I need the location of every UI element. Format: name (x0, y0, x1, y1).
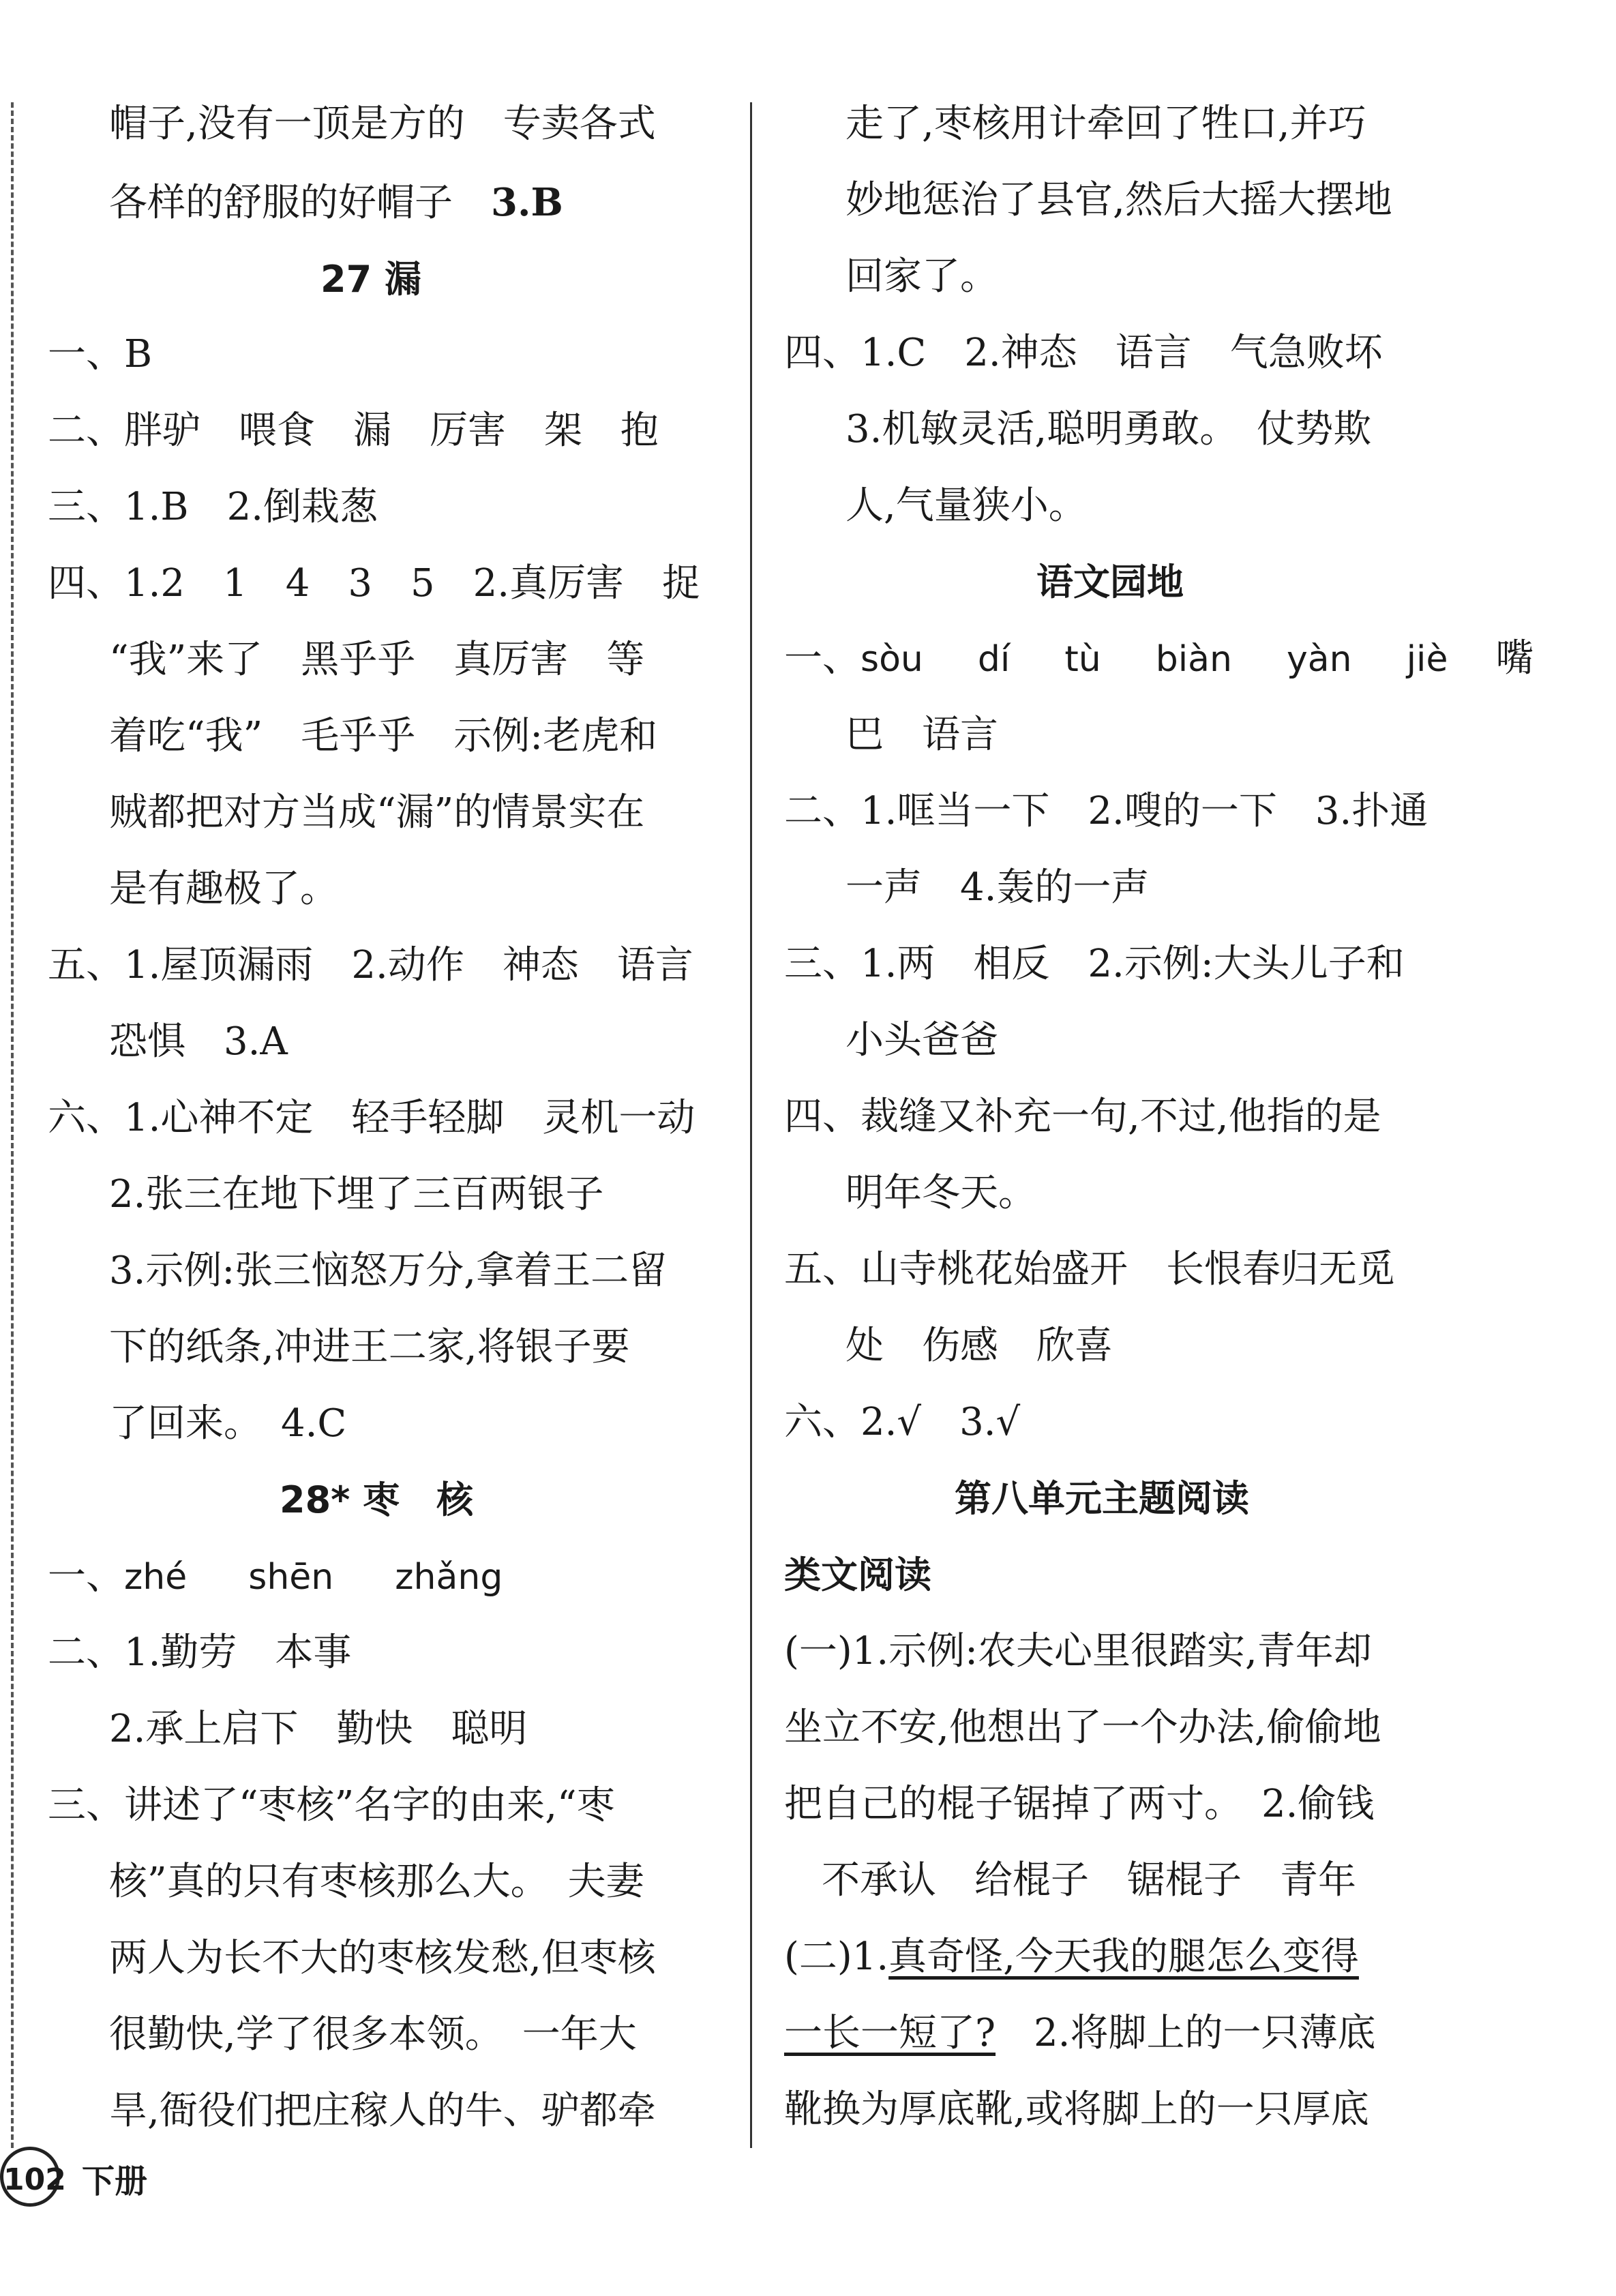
answer-line: 一、B (48, 332, 153, 376)
answer-line: 靴换为厚底靴,或将脚上的一只厚底 (784, 2087, 1369, 2132)
volume-label: 下册 (82, 2162, 148, 2201)
answer-line: 核”真的只有枣核那么大。 夫妻 (109, 1860, 644, 1904)
answer-line: 二、1.勤劳 本事 (48, 1630, 352, 1675)
answer-line: 一声 4.轰的一声 (846, 865, 1150, 910)
answer-line: 三、1.两 相反 2.示例:大头儿子和 (784, 942, 1405, 986)
section-heading-27: 27 漏 (320, 258, 421, 301)
answer-line: 六、1.心神不定 轻手轻脚 灵机一动 (48, 1096, 695, 1140)
answer-line (48, 1555, 503, 1599)
answer-text: 2.将脚上的一只薄底 (996, 2011, 1376, 2055)
answer-line: 帽子,没有一顶是方的 专卖各式 (109, 102, 656, 146)
answer-line: 人,气量狭小。 (846, 483, 1087, 528)
answer-line: 巴 语言 (846, 713, 998, 757)
answer-text: 各样的舒服的好帽子 (109, 181, 491, 225)
answer-line: 四、1.2 1 4 3 5 2.真厉害 捉 (48, 561, 701, 606)
answer-line: 着吃“我” 毛乎乎 示例:老虎和 (109, 714, 658, 758)
pinyin-answer: yàn (1286, 639, 1352, 680)
answer-line: “我”来了 黑乎乎 真厉害 等 (109, 638, 645, 682)
answer-line: 下的纸条,冲进王二家,将银子要 (109, 1325, 630, 1369)
pinyin-answer: biàn (1155, 639, 1232, 680)
answer-line (784, 2012, 1375, 2055)
answer-line: 旱,衙役们把庄稼人的牛、驴都牵 (109, 2089, 656, 2133)
answer-line: 三、讲述了“枣核”名字的由来,“枣 (48, 1783, 615, 1828)
answer-line: 坐立不安,他想出了一个办法,偷偷地 (784, 1705, 1381, 1750)
answer-line: 明年冬天。 (846, 1171, 1036, 1215)
pinyin-answer: shēn (248, 1557, 334, 1598)
answer-line: 3.示例:张三恼怒万分,拿着王二留 (109, 1249, 668, 1293)
pinyin-answer: zhé (124, 1557, 188, 1598)
answer-line: 小头爸爸 (846, 1018, 998, 1062)
answer-line: 了回来。 4.C (109, 1401, 347, 1446)
pinyin-answer: dí (977, 639, 1011, 680)
answer-line: 妙地惩治了县官,然后大摇大摆地 (846, 178, 1392, 222)
column-divider (750, 102, 752, 2148)
answer-line: 回家了。 (846, 254, 998, 299)
underlined-answer: 一长一短了? (784, 2011, 996, 2055)
answer-line: 很勤快,学了很多本领。 一年大 (109, 2012, 637, 2057)
page-edge-dashed-line (11, 102, 14, 2148)
answer-line: 2.承上启下 勤快 聪明 (109, 1707, 528, 1751)
answer-line: 3.机敏灵活,聪明勇敢。 仗势欺 (846, 407, 1372, 451)
answer-line: 不承认 给棍子 锯棍子 青年 (822, 1858, 1356, 1903)
answer-text: 嘴 (1495, 636, 1534, 681)
answer-line: (一)1.示例:农夫心里很踏实,青年却 (784, 1629, 1372, 1673)
answer-number: 三、 (48, 485, 124, 529)
answer-number: 一、 (784, 636, 861, 681)
answer-line: 走了,枣核用计牵回了牲口,并巧 (846, 102, 1366, 146)
answer-line (784, 1935, 1359, 1979)
answer-choice: 3.B (491, 180, 563, 225)
answer-line: 二、胖驴 喂食 漏 厉害 架 抱 (48, 408, 659, 453)
answer-line (48, 486, 378, 529)
answer-line: 四、裁缝又补充一句,不过,他指的是 (784, 1094, 1381, 1139)
answer-line: 四、1.C 2.神态 语言 气急败坏 (784, 331, 1383, 375)
answer-line: 五、1.屋顶漏雨 2.动作 神态 语言 (48, 943, 693, 987)
section-heading-unit8-reading: 第八单元主题阅读 (955, 1477, 1249, 1520)
answer-number: (二)1. (784, 1935, 889, 1979)
answer-line: 把自己的棍子锯掉了两寸。 2.偷钱 (784, 1782, 1375, 1826)
answer-line: 是有趣极了。 (109, 867, 338, 911)
answer-line: 五、山寺桃花始盛开 长恨春归无觅 (784, 1247, 1395, 1292)
pinyin-answer: jiè (1406, 639, 1448, 680)
answer-line: 贼都把对方当成“漏”的情景实在 (109, 790, 645, 835)
answer-number: 一、 (48, 1554, 124, 1598)
pinyin-answer: tù (1064, 639, 1101, 680)
answer-line (109, 181, 563, 225)
answer-line: 二、1.哐当一下 2.嗖的一下 3.扑通 (784, 789, 1428, 833)
answer-line: 处 伤感 欣喜 (846, 1324, 1113, 1368)
answer-line: 2.张三在地下埋了三百两银子 (109, 1172, 604, 1217)
answer-text: 1.B 2.倒栽葱 (124, 485, 378, 529)
section-heading-28: 28* 枣 核 (280, 1478, 474, 1521)
page-number-badge: 102 (0, 2147, 60, 2207)
pinyin-answer: zhǎng (395, 1557, 503, 1598)
answer-line: 两人为长不大的枣核发愁,但枣核 (109, 1936, 656, 1980)
answer-line: 六、2.√ 3.√ (784, 1400, 1021, 1444)
section-heading-yuwen-yuandi: 语文园地 (1036, 561, 1184, 603)
answer-line: 恐惧 3.A (109, 1019, 288, 1064)
answer-line (784, 637, 1533, 681)
subsection-heading: 类文阅读 (784, 1553, 931, 1596)
underlined-answer: 真奇怪,今天我的腿怎么变得 (888, 1935, 1359, 1979)
pinyin-answer: sòu (861, 639, 923, 680)
